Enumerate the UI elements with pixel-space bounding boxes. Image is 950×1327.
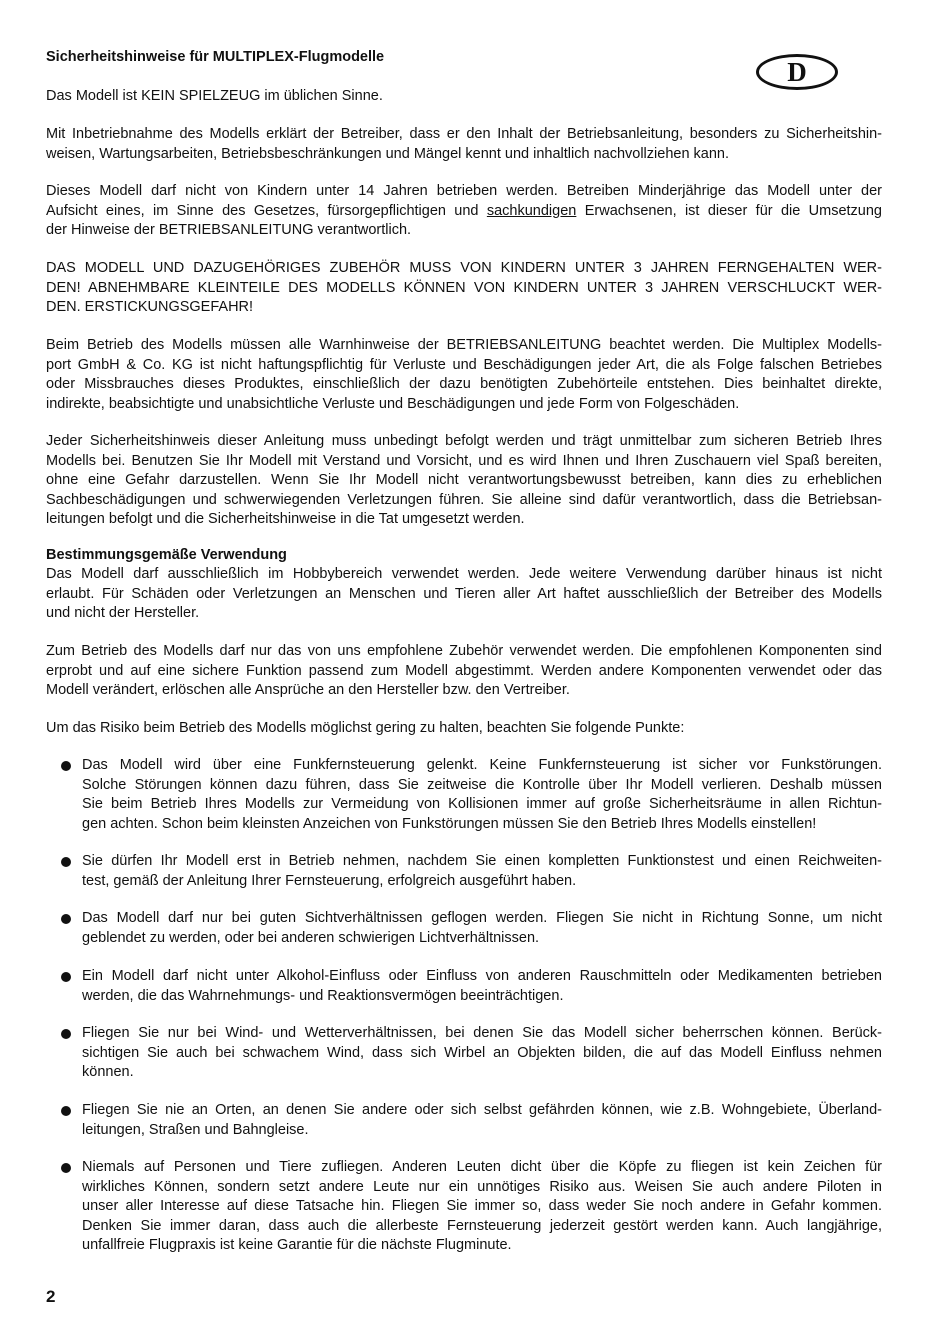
bullet-dot-icon bbox=[61, 972, 71, 982]
language-badge: D bbox=[756, 54, 838, 90]
usage-paragraph-3: Um das Risiko beim Betrieb des Modells möglichst gering zu halten, beachten Sie folgende Punkte: bbox=[46, 720, 685, 736]
text-line: Sachbeschädigungen und schwerwiegenden Verletzungen führen. Sie alleine sind dafür verantwortlich, dass die Betriebsan- bbox=[46, 491, 882, 508]
text-line: ohne eine Gefahr darzustellen. Wenn Sie Ihr Modell nicht verantwortungsbewusst betreiben, kann dies zu erheblichen bbox=[46, 472, 882, 488]
text-line: Das Modell darf ausschließlich im Hobbybereich verwendet werden. Jede weitere Verwendung darüber hinaus ist nicht bbox=[46, 566, 882, 582]
text-line: indirekte, beabsichtigte und unabsichtliche Verluste und Beschädigungen und jede Form von Folgeschäden. bbox=[46, 395, 740, 412]
page-title: Sicherheitshinweise für MULTIPLEX-Flugmodelle bbox=[46, 49, 385, 65]
text-line: der Hinweise der BETRIEBSANLEITUNG verantwortlich. bbox=[46, 222, 412, 238]
bullet-dot-icon bbox=[61, 1029, 71, 1039]
underlined-word: sachkundigen bbox=[486, 202, 577, 219]
bullet-dot-icon bbox=[61, 857, 71, 867]
usage-paragraph-2 bbox=[46, 642, 882, 701]
text-line: gen achten. Schon beim kleinsten Anzeichen von Funkstörungen müssen Sie den Betrieb Ihres Modells einstellen! bbox=[82, 815, 817, 832]
text-line: Denken Sie immer daran, dass auch die allerbeste Fernsteuerung jederzeit gestört werden kann. Auch langjährige, bbox=[82, 1217, 882, 1234]
text-line: Modell verändert, erlöschen alle Ansprüche an den Hersteller bzw. den Vertreiber. bbox=[46, 682, 570, 698]
intro-paragraph-1: Das Modell ist KEIN SPIELZEUG im üblichen Sinne. bbox=[46, 88, 383, 104]
text-line: port GmbH & Co. KG ist nicht haftungspflichtig für Verluste und Beschädigungen jeder Art, die als Folge falschen Betriebes bbox=[46, 356, 882, 373]
text-line: Fliegen Sie nur bei Wind- und Wetterverhältnissen, bei denen Sie das Modell sicher beherrschen können. Berück- bbox=[82, 1025, 882, 1041]
text-line: DEN! ABNEHMBARE KLEINTEILE DES MODELLS KÖNNEN VON KINDERN UNTER 3 JAHREN VERSCHLUCKT WER- bbox=[46, 279, 882, 296]
text-line: oder Missbrauches dieses Produktes, einschließlich der dazu benötigten Zubehörteile entstehen. Dies beinhaltet direkte, bbox=[46, 376, 882, 392]
text-line: Mit Inbetriebnahme des Modells erklärt der Betreiber, dass er den Inhalt der Betriebsanleitung, besonders zu Sicherheitshin- bbox=[46, 126, 882, 142]
text-line: Niemals auf Personen und Tiere zufliegen. Anderen Leuten dicht über die Köpfe zu fliegen ist kein Zeichen für bbox=[82, 1159, 882, 1175]
intro-paragraph-4 bbox=[46, 259, 882, 318]
text-line: unser aller Interesse auf diese Tatsache hin. Fliegen Sie immer so, dass weder Sie noch andere in Gefahr kommen. bbox=[82, 1198, 882, 1214]
text-line: Das Modell wird über eine Funkfernsteuerung gelenkt. Keine Funkfernsteuerung ist sicher vor Funkstörungen. bbox=[82, 757, 882, 773]
text-line: Ein Modell darf nicht unter Alkohol-Einfluss oder Einfluss von anderen Rauschmitteln oder Medikamenten betrieben bbox=[82, 968, 882, 984]
bullet-item bbox=[82, 1158, 882, 1256]
text-line: können. bbox=[82, 1064, 134, 1080]
text-line: erprobt und auf eine sichere Funktion passend zum Modell abgestimmt. Werden andere Komponenten verwendet oder das bbox=[46, 662, 882, 679]
bullet-item bbox=[82, 967, 882, 1006]
intro-paragraph-2 bbox=[46, 125, 882, 164]
text-line: Zum Betrieb des Modells darf nur das von uns empfohlene Zubehör verwendet werden. Die empfohlenen Komponenten sind bbox=[46, 643, 882, 659]
text-line: leitungen, Straßen und Bahngleise. bbox=[82, 1121, 309, 1138]
text-line: unfallfreie Flugpraxis ist keine Garantie für die nächste Flugminute. bbox=[82, 1237, 512, 1253]
text-line: Dieses Modell darf nicht von Kindern unter 14 Jahren betrieben werden. Betreiben Minderjährige das Modell unter der bbox=[46, 183, 882, 199]
bullet-item bbox=[82, 1024, 882, 1083]
text-line: Fliegen Sie nie an Orten, an denen Sie andere oder sich selbst gefährden können, wie z.B. Wohngebiete, Überland- bbox=[82, 1102, 882, 1118]
bullet-item bbox=[82, 852, 882, 891]
text-line: und nicht der Hersteller. bbox=[46, 605, 200, 621]
bullet-item bbox=[82, 756, 882, 834]
text-line: weisen, Wartungsarbeiten, Betriebsbeschränkungen und Mängel kennt und inhaltlich nachvollziehen kann. bbox=[46, 145, 730, 162]
text-line: geblendet zu werden, oder bei anderen schwierigen Lichtverhältnissen. bbox=[82, 929, 540, 946]
intro-paragraph-6 bbox=[46, 432, 882, 530]
page-number: 2 bbox=[46, 1287, 56, 1306]
bullet-dot-icon bbox=[61, 761, 71, 771]
text-line: Solche Störungen können dazu führen, dass Sie zeitweise die Kontrolle über Ihr Modell verlieren. Deshalb müssen bbox=[82, 776, 882, 793]
text-line: leitungen befolgt und die Sicherheitshinweise in die Tat umgesetzt werden. bbox=[46, 511, 525, 527]
intro-paragraph-5 bbox=[46, 336, 882, 414]
text-line: DAS MODELL UND DAZUGEHÖRIGES ZUBEHÖR MUSS VON KINDERN UNTER 3 JAHREN FERNGEHALTEN WER- bbox=[46, 260, 882, 276]
text-line: test, gemäß der Anleitung Ihrer Fernsteuerung, erfolgreich ausgeführt haben. bbox=[82, 872, 577, 889]
text-line: Modells bei. Benutzen Sie Ihr Modell mit Verstand und Vorsicht, und es wird Ihnen und Ihren Zuschauern viel Spaß bereiten, bbox=[46, 452, 882, 469]
bullet-dot-icon bbox=[61, 914, 71, 924]
text-line: Sie beim Betrieb Ihres Modells zur Vermeidung von Kollisionen immer auf große Sicherheitsräume in allen Richtun- bbox=[82, 796, 882, 812]
text-line: DEN. ERSTICKUNGSGEFAHR! bbox=[46, 299, 254, 315]
intro-paragraph-3 bbox=[46, 182, 882, 241]
bullet-dot-icon bbox=[61, 1106, 71, 1116]
text-line: erlaubt. Für Schäden oder Verletzungen an Menschen und Tieren aller Art haftet ausschließlich der Betreiber des Modells bbox=[46, 585, 882, 602]
text-line: wirkliches Können, sondern setzt andere Leute nur ein unnötiges Risiko aus. Weisen Sie auch andere Piloten in bbox=[82, 1178, 882, 1195]
text-line: Sie dürfen Ihr Modell erst in Betrieb nehmen, nachdem Sie einen kompletten Funktionstest und einen Reichweiten- bbox=[82, 853, 882, 869]
text-line: Jeder Sicherheitshinweis dieser Anleitung muss unbedingt befolgt werden und trägt unmittelbar zum sicheren Betrieb Ihres bbox=[46, 433, 882, 449]
usage-paragraph-1 bbox=[46, 565, 882, 624]
bullet-item bbox=[82, 1101, 882, 1140]
text-line: Aufsicht eines, im Sinne des Gesetzes, fürsorgepflichtigen und sachkundigen Erwachsenen, ist dieser für die Umsetzung bbox=[46, 202, 882, 219]
text-line: werden, die das Wahrnehmungs- und Reaktionsvermögen beeinträchtigen. bbox=[82, 987, 564, 1004]
text-line: Beim Betrieb des Modells müssen alle Warnhinweise der BETRIEBSANLEITUNG beachtet werden. Die Multiplex Modells- bbox=[46, 337, 882, 353]
text-line: sichtigen Sie auch bei schwachem Wind, dass sich Wirbel an Objekten bilden, die auf das Modell Einfluss nehmen bbox=[82, 1044, 882, 1061]
section-heading: Bestimmungsgemäße Verwendung bbox=[46, 547, 287, 563]
bullet-item bbox=[82, 909, 882, 948]
bullet-dot-icon bbox=[61, 1163, 71, 1173]
text-line: Das Modell darf nur bei guten Sichtverhältnissen geflogen werden. Fliegen Sie nicht in Richtung Sonne, um nicht bbox=[82, 910, 882, 926]
